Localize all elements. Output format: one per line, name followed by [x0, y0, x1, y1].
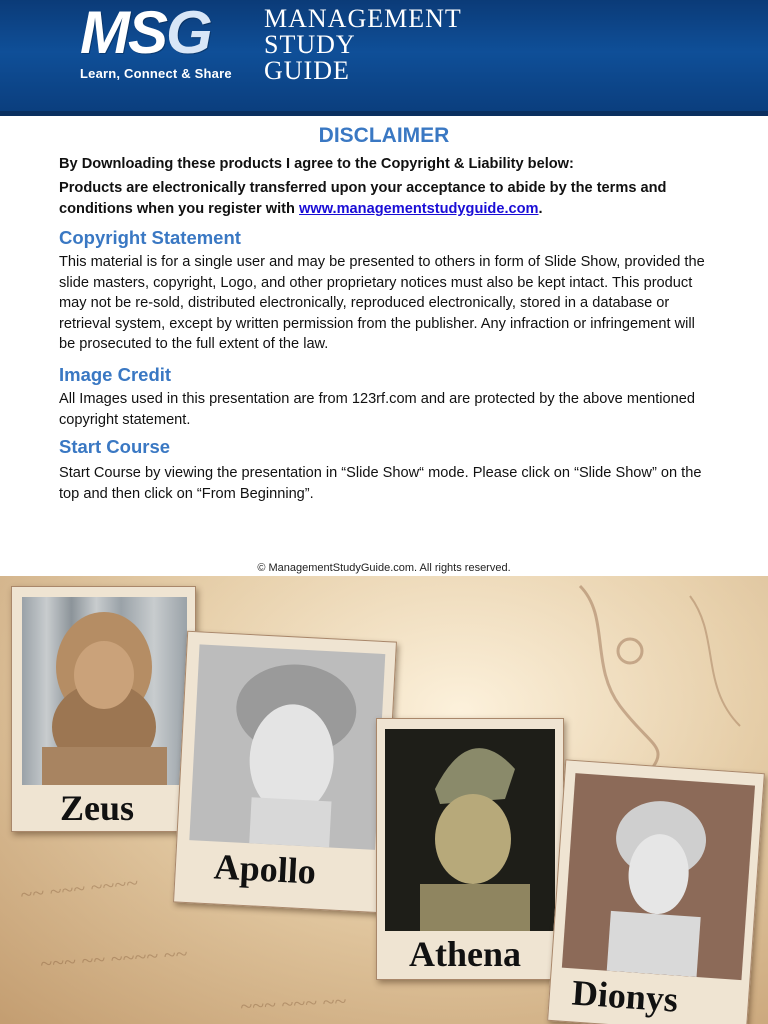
agree-line: By Downloading these products I agree to the Copyright & Liability below: [59, 156, 574, 172]
athena-statue [385, 729, 555, 931]
zeus-card [11, 586, 196, 832]
logo-word-study: STUDY [264, 30, 356, 59]
card-label-apollo: Apollo [212, 846, 317, 892]
parchment-scribble: ~~ ~~~ ~~~~ [18, 869, 140, 908]
logo-g: G [166, 0, 211, 66]
dionys-card [547, 759, 765, 1024]
parchment-scribble: ~~~ ~~ ~~~~ ~~ [39, 940, 189, 977]
zeus-statue [22, 597, 187, 785]
start-course-heading: Start Course [59, 436, 171, 458]
copyright-footer: © ManagementStudyGuide.com. All rights reserved. [257, 562, 511, 574]
logo-letters: MS [80, 0, 166, 66]
image-credit-body: All Images used in this presentation are from 123rf.com and are protected by the above mentioned copyright statement. [59, 390, 696, 428]
parchment-scribble: ~~~ ~~~ ~~ [239, 988, 347, 1019]
msg-logo [80, 2, 211, 64]
apollo-statue-image [189, 644, 385, 849]
copyright-body: This material is for a single user and may be presented to others in form of Slide Show, provided the slide masters, copyright, Logo, and other proprietary notices must also be kept intact. This product may not be re-sold, distributed electronically, reproduced electronically, stored in a database or retrieval system, except by written permission from the publisher. Any infraction or infringement will be prosecuted to the full extent of the law. [59, 254, 705, 353]
website-link[interactable]: www.managementstudyguide.com [299, 201, 539, 217]
transfer-line-2 [59, 199, 709, 220]
header-banner [0, 0, 768, 116]
logo-word-guide: GUIDE [264, 56, 350, 85]
copyright-heading: Copyright Statement [59, 227, 241, 248]
logo-wordmark [264, 6, 462, 84]
transfer-line-2-prefix: conditions when you register with [59, 201, 300, 217]
page-title: DISCLAIMER [318, 124, 450, 147]
logo-tagline: Learn, Connect & Share [80, 66, 232, 81]
transfer-line-1: Products are electronically transferred upon your acceptance to abide by the terms and [59, 180, 667, 196]
image-credit-heading: Image Credit [59, 363, 172, 385]
transfer-line-2-suffix: . [538, 201, 543, 217]
start-course-body: Start Course by viewing the presentation in “Slide Show“ mode. Please click on “Slide Show” on the top and then click on “From Beginning”. [59, 465, 702, 502]
dionys-statue [562, 773, 755, 980]
athena-statue-image [385, 729, 555, 931]
gods-collage-image [0, 576, 768, 1024]
logo-word-management: MANAGEMENT [264, 4, 462, 33]
zeus-statue-image [22, 597, 187, 785]
card-label-dionys: Dionys [570, 972, 680, 1020]
apollo-statue [189, 644, 385, 849]
disclaimer-content [59, 122, 709, 504]
card-label-zeus: Zeus [60, 788, 135, 828]
dionys-statue-image [562, 773, 755, 980]
athena-card [376, 718, 564, 980]
card-label-athena: Athena [409, 934, 522, 974]
apollo-card [173, 631, 397, 914]
